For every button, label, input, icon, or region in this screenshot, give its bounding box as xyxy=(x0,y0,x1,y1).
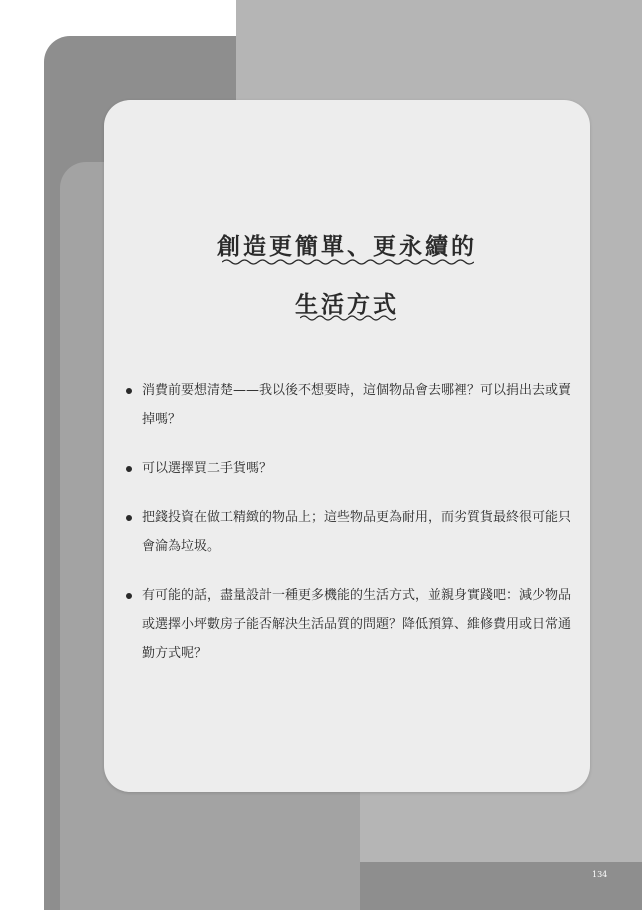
bullet-dot-icon xyxy=(126,593,132,599)
list-item-text: 可以選擇買二手貨嗎？ xyxy=(142,461,273,476)
list-item-text: 有可能的話，盡量設計一種更多機能的生活方式，並親身實踐吧：減少物品或選擇小坪數房子能否解決生活品質的問題？降低預算、維修費用或日常通勤方式呢？ xyxy=(142,588,572,661)
list-item xyxy=(122,376,580,434)
page-number: 134 xyxy=(592,870,608,879)
list-item-text: 把錢投資在做工精緻的物品上；這些物品更為耐用，而劣質貨最終很可能只會淪為垃圾。 xyxy=(142,510,572,554)
title-line-2: 生活方式 xyxy=(295,291,399,318)
content-card xyxy=(104,100,590,792)
bullet-dot-icon xyxy=(126,466,132,472)
title-line-1: 創造更簡單、更永續的 xyxy=(217,233,477,260)
list-item xyxy=(122,454,580,483)
list-item-text: 消費前要想清楚——我以後不想要時，這個物品會去哪裡？可以捐出去或賣掉嗎？ xyxy=(142,383,572,427)
bullet-list xyxy=(122,376,580,688)
title-underline-wave-1 xyxy=(222,258,474,266)
bullet-dot-icon xyxy=(126,515,132,521)
title-underline-wave-2 xyxy=(300,314,396,322)
list-item xyxy=(122,581,580,668)
bullet-dot-icon xyxy=(126,388,132,394)
list-item xyxy=(122,503,580,561)
